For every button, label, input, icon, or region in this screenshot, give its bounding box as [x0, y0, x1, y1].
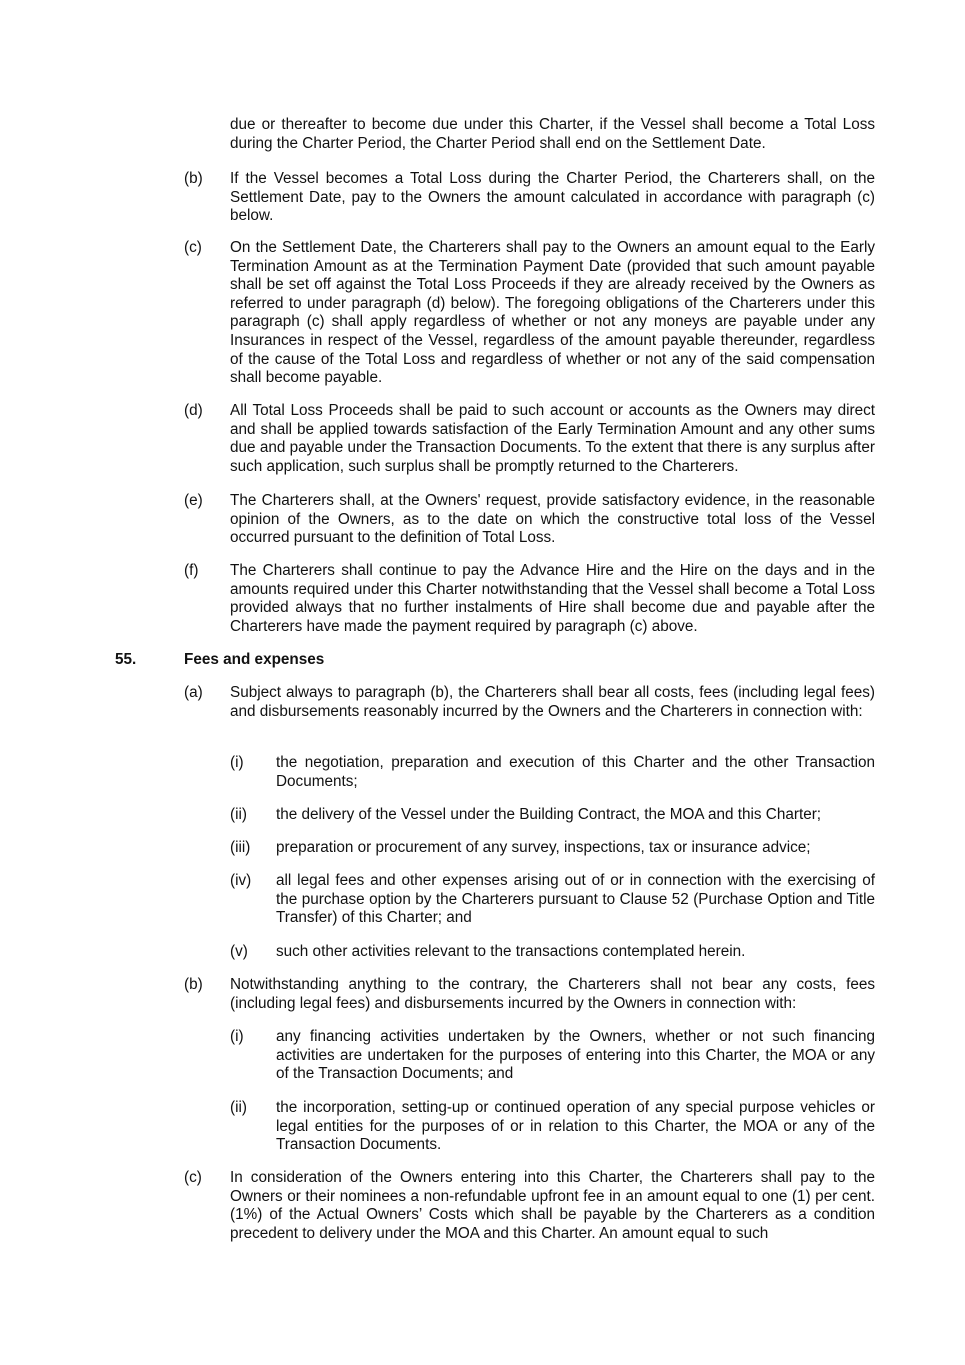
clause-55-a-v-label: (v) — [230, 943, 248, 960]
clause-55-b-ii-label: (ii) — [230, 1099, 247, 1116]
clause-55-a-iii-text: preparation or procurement of any survey, inspections, tax or insurance advice; — [276, 839, 811, 856]
para-f-text: The Charterers shall continue to pay the Advance Hire and the Hire on the days and in the amounts required under this Charter notwithstanding that the Vessel shall become a Total Loss provided always that no further instalments of Hire shall become due and payable after the Charterers have made the payment required by paragraph (c) above. — [230, 562, 875, 635]
clause-55-a-i-text: the negotiation, preparation and execution of this Charter and the other Transaction Documents; — [276, 754, 875, 790]
clause-55-c-text: In consideration of the Owners entering into this Charter, the Charterers shall pay to the Owners or their nominees a non-refundable upfront fee in an amount equal to one (1) per cent. (1%) of the Actual Owners’ Costs which shall be payable by the Charterers as a condition precedent to delivery under the MOA and this Charter. An amount equal to such — [230, 1169, 875, 1242]
clause-55-number: 55. — [115, 651, 137, 668]
clause-55-a-ii-label: (ii) — [230, 806, 247, 823]
para-d-label: (d) — [184, 402, 203, 419]
clause-55-a-iv-label: (iv) — [230, 872, 252, 889]
clause-55-title: Fees and expenses — [184, 651, 325, 668]
para-d-text: All Total Loss Proceeds shall be paid to such account or accounts as the Owners may direct and shall be applied towards satisfaction of the Early Termination Amount and any other sums due and payable under the Transaction Documents. To the extent that there is any surplus after such application, such surplus shall be promptly returned to the Charterers. — [230, 402, 875, 475]
clause-55-b-i-text: any financing activities undertaken by the Owners, whether or not such financing activities are undertaken for the purposes of entering into this Charter, the MOA or any of the Transaction Documents; and — [276, 1028, 875, 1083]
para-c-label: (c) — [184, 239, 202, 256]
clause-55-a-ii-text: the delivery of the Vessel under the Building Contract, the MOA and this Charter; — [276, 806, 822, 823]
clause-55-b-i-label: (i) — [230, 1028, 244, 1045]
clause-55-a-i-label: (i) — [230, 754, 244, 771]
para-e-text: The Charterers shall, at the Owners' request, provide satisfactory evidence, in the reasonable opinion of the Owners, as to the date on which the constructive total loss of the Vessel occurred pursuant to the definition of Total Loss. — [230, 492, 875, 547]
clause-55-a-v-text: such other activities relevant to the transactions contemplated herein. — [276, 943, 746, 960]
clause-55-b-ii-text: the incorporation, setting-up or continued operation of any special purpose vehicles or legal entities for the purposes of or in relation to this Charter, the MOA or any of the Transaction Documents. — [276, 1099, 875, 1154]
clause-55-a-text: Subject always to paragraph (b), the Charterers shall bear all costs, fees (including legal fees) and disbursements reasonably incurred by the Owners and the Charterers in connection with: — [230, 684, 875, 720]
continuation-paragraph: due or thereafter to become due under this Charter, if the Vessel shall become a Total Loss during the Charter Period, the Charter Period shall end on the Settlement Date. — [230, 116, 875, 152]
para-b-text: If the Vessel becomes a Total Loss during the Charter Period, the Charterers shall, on the Settlement Date, pay to the Owners the amount calculated in accordance with paragraph (c) below. — [230, 170, 875, 225]
para-b-label: (b) — [184, 170, 203, 187]
clause-55-c-label: (c) — [184, 1169, 202, 1186]
para-c-text: On the Settlement Date, the Charterers shall pay to the Owners an amount equal to the Early Termination Amount as at the Termination Payment Date (provided that such amount payable shall be set off against the Total Loss Proceeds if they are already received by the Owners as referred to under paragraph (d) below). The foregoing obligations of the Charterers under this paragraph (c) shall apply regardless of whether or not any moneys are payable under any Insurances in respect of the Vessel, regardless of the amount payable thereunder, regardless of the cause of the Total Loss and regardless of whether or not any of the said compensation shall become payable. — [230, 239, 875, 387]
clause-55-b-text: Notwithstanding anything to the contrary, the Charterers shall not bear any costs, fees (including legal fees) and disbursements incurred by the Owners in connection with: — [230, 976, 875, 1012]
para-e-label: (e) — [184, 492, 203, 509]
clause-55-a-iv-text: all legal fees and other expenses arising out of or in connection with the exercising of the purchase option by the Charterers pursuant to Clause 52 (Purchase Option and Title Transfer) of this Charter; and — [276, 872, 875, 927]
clause-55-b-label: (b) — [184, 976, 203, 993]
para-f-label: (f) — [184, 562, 199, 579]
clause-55-a-label: (a) — [184, 684, 203, 701]
clause-55-a-iii-label: (iii) — [230, 839, 251, 856]
